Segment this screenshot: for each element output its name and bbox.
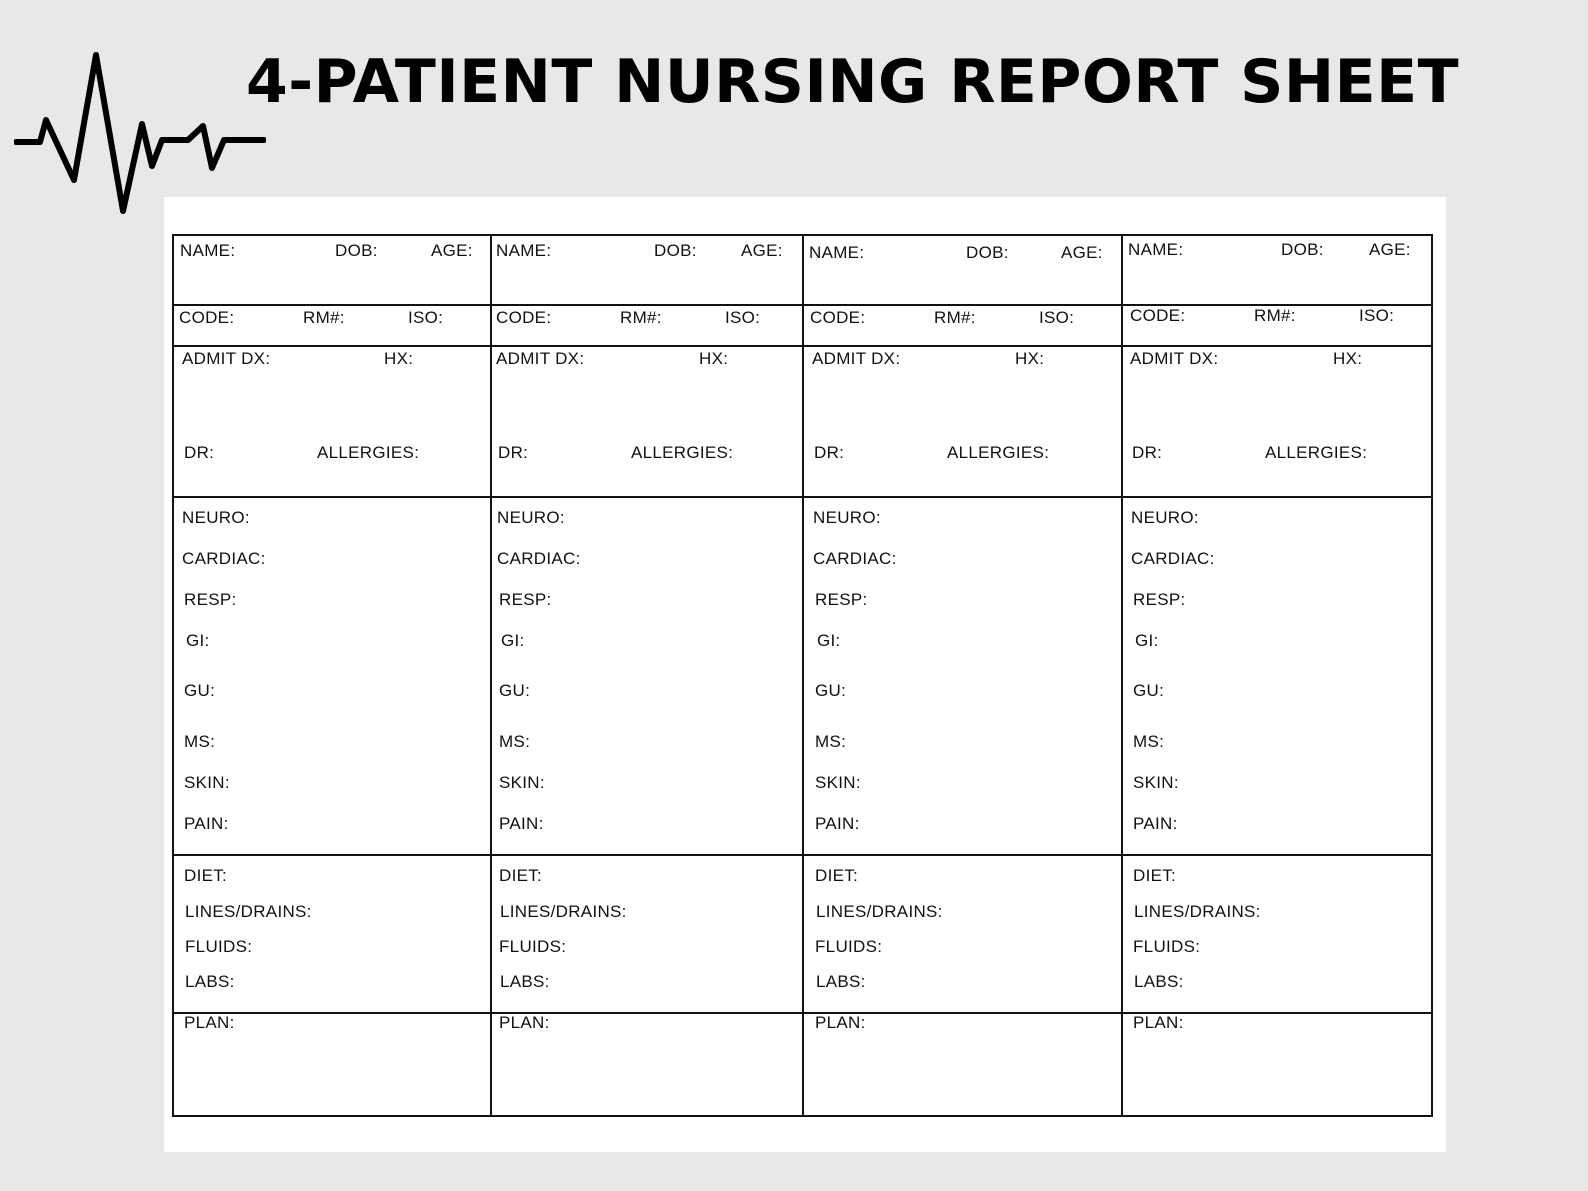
allergies-label: ALLERGIES: [317,443,420,462]
lines-drains-label: LINES/DRAINS: [500,902,627,921]
pain-label: PAIN: [184,814,229,833]
resp-label: RESP: [499,590,552,609]
ms-label: MS: [184,732,216,751]
neuro-label: NEURO: [182,508,250,527]
resp-label: RESP: [1133,590,1186,609]
skin-label: SKIN: [1133,773,1179,792]
admit-dx-label: ADMIT DX: [496,349,585,368]
patient-identity-section[interactable] [1123,236,1431,306]
gi-label: GI: [501,631,525,650]
code-room-iso-section[interactable] [1123,306,1431,347]
room-label: RM#: [620,308,662,327]
labs-label: LABS: [1134,972,1184,991]
plan-section[interactable] [174,1014,490,1115]
skin-label: SKIN: [815,773,861,792]
dob-label: DOB: [335,241,378,260]
fluids-label: FLUIDS: [1133,937,1201,956]
diet-label: DIET: [1133,866,1177,885]
systems-assessment-section[interactable] [804,498,1121,856]
patient-identity-section[interactable] [492,236,802,306]
allergies-label: ALLERGIES: [631,443,734,462]
lines-drains-label: LINES/DRAINS: [185,902,312,921]
gu-label: GU: [1133,681,1165,700]
code-room-iso-section[interactable] [492,306,802,347]
patient-column-2 [492,236,804,1115]
room-label: RM#: [934,308,976,327]
plan-label: PLAN: [1133,1013,1184,1032]
code-label: CODE: [179,308,235,327]
plan-section[interactable] [804,1014,1121,1115]
admit-dx-label: ADMIT DX: [812,349,901,368]
patient-column-1 [174,236,492,1115]
gi-label: GI: [817,631,841,650]
cardiac-label: CARDIAC: [497,549,581,568]
cardiac-label: CARDIAC: [182,549,266,568]
report-sheet [164,197,1446,1152]
name-label: NAME: [180,241,236,260]
diet-label: DIET: [499,866,543,885]
admit-dx-label: ADMIT DX: [1130,349,1219,368]
gi-label: GI: [186,631,210,650]
lines-drains-label: LINES/DRAINS: [816,902,943,921]
diagnosis-section[interactable] [174,347,490,498]
name-label: NAME: [496,241,552,260]
hx-label: HX: [384,349,414,368]
patient-identity-section[interactable] [804,236,1121,306]
dr-label: DR: [184,443,215,462]
age-label: AGE: [1369,240,1411,259]
neuro-label: NEURO: [497,508,565,527]
dr-label: DR: [814,443,845,462]
patient-identity-section[interactable] [174,236,490,306]
ms-label: MS: [499,732,531,751]
code-room-iso-section[interactable] [804,306,1121,347]
ms-label: MS: [1133,732,1165,751]
care-section[interactable] [1123,856,1431,1014]
name-label: NAME: [809,243,865,262]
patient-grid [172,234,1433,1117]
iso-label: ISO: [408,308,444,327]
fluids-label: FLUIDS: [499,937,567,956]
dob-label: DOB: [966,243,1009,262]
dob-label: DOB: [654,241,697,260]
hx-label: HX: [1015,349,1045,368]
allergies-label: ALLERGIES: [1265,443,1368,462]
systems-assessment-section[interactable] [174,498,490,856]
gu-label: GU: [184,681,216,700]
dr-label: DR: [498,443,529,462]
gu-label: GU: [499,681,531,700]
gi-label: GI: [1135,631,1159,650]
dob-label: DOB: [1281,240,1324,259]
care-section[interactable] [174,856,490,1014]
plan-label: PLAN: [184,1013,235,1032]
plan-section[interactable] [492,1014,802,1115]
fluids-label: FLUIDS: [185,937,253,956]
name-label: NAME: [1128,240,1184,259]
room-label: RM#: [1254,306,1296,325]
admit-dx-label: ADMIT DX: [182,349,271,368]
cardiac-label: CARDIAC: [1131,549,1215,568]
iso-label: ISO: [1039,308,1075,327]
plan-label: PLAN: [815,1013,866,1032]
pain-label: PAIN: [815,814,860,833]
gu-label: GU: [815,681,847,700]
resp-label: RESP: [184,590,237,609]
age-label: AGE: [741,241,783,260]
skin-label: SKIN: [499,773,545,792]
code-room-iso-section[interactable] [174,306,490,347]
care-section[interactable] [804,856,1121,1014]
resp-label: RESP: [815,590,868,609]
room-label: RM#: [303,308,345,327]
diet-label: DIET: [184,866,228,885]
code-label: CODE: [1130,306,1186,325]
page-title: 4-PATIENT NURSING REPORT SHEET [246,47,1460,117]
systems-assessment-section[interactable] [492,498,802,856]
care-section[interactable] [492,856,802,1014]
patient-column-4 [1123,236,1431,1115]
plan-label: PLAN: [499,1013,550,1032]
heartbeat-line-icon [14,50,266,220]
diagnosis-section[interactable] [1123,347,1431,498]
skin-label: SKIN: [184,773,230,792]
pain-label: PAIN: [1133,814,1178,833]
age-label: AGE: [431,241,473,260]
dr-label: DR: [1132,443,1163,462]
iso-label: ISO: [1359,306,1395,325]
code-label: CODE: [496,308,552,327]
lines-drains-label: LINES/DRAINS: [1134,902,1261,921]
iso-label: ISO: [725,308,761,327]
diagnosis-section[interactable] [804,347,1121,498]
neuro-label: NEURO: [813,508,881,527]
age-label: AGE: [1061,243,1103,262]
patient-column-3 [804,236,1123,1115]
ms-label: MS: [815,732,847,751]
diet-label: DIET: [815,866,859,885]
diagnosis-section[interactable] [492,347,802,498]
neuro-label: NEURO: [1131,508,1199,527]
hx-label: HX: [699,349,729,368]
labs-label: LABS: [500,972,550,991]
labs-label: LABS: [185,972,235,991]
allergies-label: ALLERGIES: [947,443,1050,462]
code-label: CODE: [810,308,866,327]
systems-assessment-section[interactable] [1123,498,1431,856]
cardiac-label: CARDIAC: [813,549,897,568]
plan-section[interactable] [1123,1014,1431,1115]
labs-label: LABS: [816,972,866,991]
fluids-label: FLUIDS: [815,937,883,956]
pain-label: PAIN: [499,814,544,833]
hx-label: HX: [1333,349,1363,368]
